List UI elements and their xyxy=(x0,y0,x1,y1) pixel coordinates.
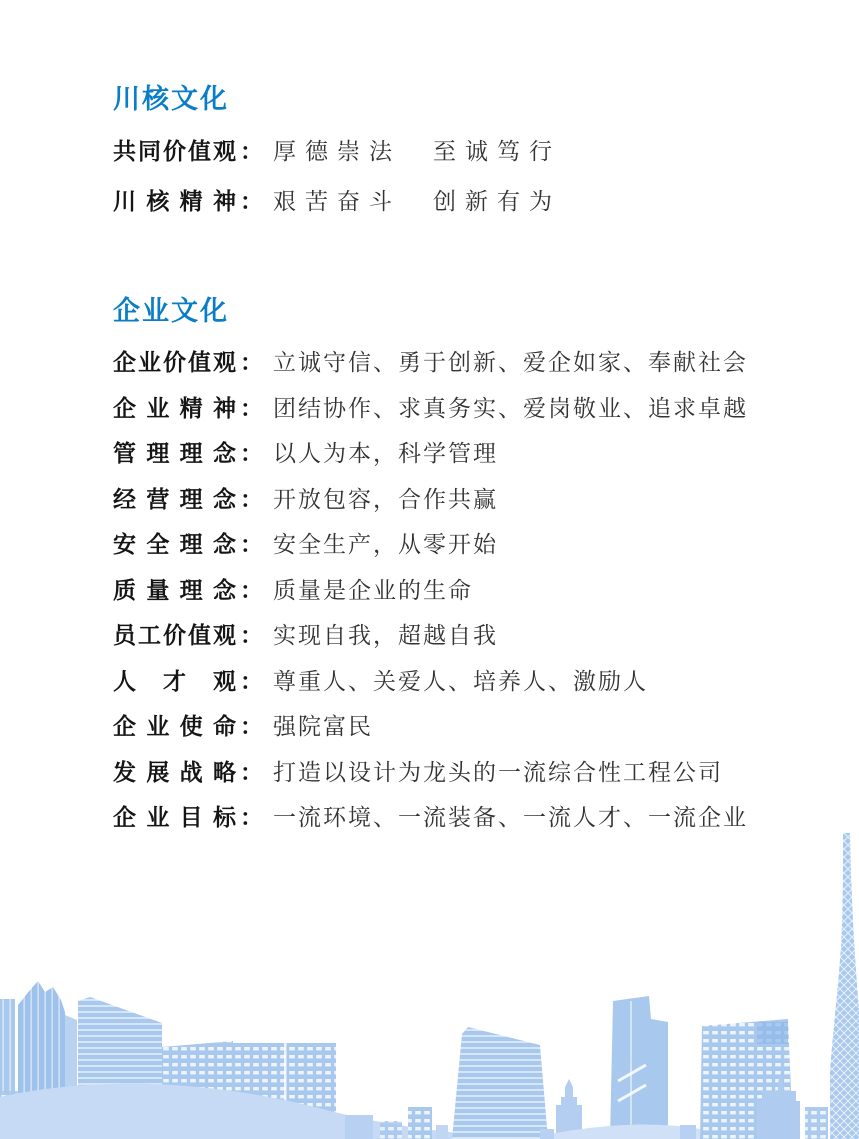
culture-row xyxy=(113,576,748,604)
row-value: 团结协作、求真务实、爱岗敬业、追求卓越 xyxy=(273,395,748,421)
row-colon: ： xyxy=(240,394,263,421)
row-colon: ： xyxy=(240,804,263,830)
row-colon: ： xyxy=(240,485,263,512)
row-value: 艰苦奋斗 创新有为 xyxy=(273,189,561,214)
row-label: 企业目标 xyxy=(113,804,236,830)
row-colon: ： xyxy=(240,188,263,214)
row-colon: ： xyxy=(240,440,263,466)
culture-row xyxy=(113,803,748,831)
row-value: 以人为本，科学管理 xyxy=(273,441,498,466)
row-label: 员工价值观 xyxy=(113,622,236,648)
row-value: 实现自我，超越自我 xyxy=(273,623,498,648)
section-title-corporate-culture: 企业文化 xyxy=(113,296,229,326)
row-value: 立诚守信、勇于创新、爱企如家、奉献社会 xyxy=(273,350,748,375)
row-label: 质量理念 xyxy=(113,576,236,603)
culture-row xyxy=(113,712,748,740)
row-value: 一流环境、一流装备、一流人才、一流企业 xyxy=(273,805,748,830)
culture-row xyxy=(113,621,748,649)
row-colon: ： xyxy=(240,667,263,694)
row-value: 厚德崇法 至诚笃行 xyxy=(273,139,561,164)
city-skyline-icon xyxy=(0,829,859,1139)
culture-row xyxy=(113,137,561,165)
row-label: 企业精神 xyxy=(113,394,236,421)
row-label: 安全理念 xyxy=(113,531,236,557)
row-colon: ： xyxy=(240,576,263,603)
row-colon: ： xyxy=(240,138,263,164)
row-value: 开放包容，合作共赢 xyxy=(273,486,498,512)
row-colon: ： xyxy=(240,758,263,785)
row-label: 川核精神 xyxy=(113,188,236,214)
corporate-culture-rows xyxy=(113,348,748,831)
culture-row xyxy=(113,758,748,786)
culture-row xyxy=(113,485,748,513)
culture-row xyxy=(113,348,748,376)
row-colon: ： xyxy=(240,349,263,375)
city-skyline-image xyxy=(0,829,859,1139)
row-colon: ： xyxy=(240,531,263,557)
culture-row xyxy=(113,439,748,467)
culture-row xyxy=(113,394,748,422)
row-label: 发展战略 xyxy=(113,758,236,785)
culture-row xyxy=(113,187,561,215)
culture-row xyxy=(113,530,748,558)
row-label: 企业价值观 xyxy=(113,349,236,375)
row-value: 安全生产，从零开始 xyxy=(273,532,498,557)
culture-row xyxy=(113,667,748,695)
row-value: 强院富民 xyxy=(273,714,373,739)
row-value: 尊重人、关爱人、培养人、激励人 xyxy=(273,668,648,694)
row-label: 经营理念 xyxy=(113,485,236,512)
row-value: 打造以设计为龙头的一流综合性工程公司 xyxy=(273,759,723,785)
row-label: 管理理念 xyxy=(113,440,236,466)
row-colon: ： xyxy=(240,622,263,648)
row-label: 企业使命 xyxy=(113,713,236,739)
row-value: 质量是企业的生命 xyxy=(273,577,473,603)
section-title-chuanhe-culture: 川核文化 xyxy=(113,84,229,114)
chuanhe-culture-rows xyxy=(113,137,561,215)
row-label: 人才观 xyxy=(113,667,236,694)
row-label: 共同价值观 xyxy=(113,138,236,164)
row-colon: ： xyxy=(240,713,263,739)
